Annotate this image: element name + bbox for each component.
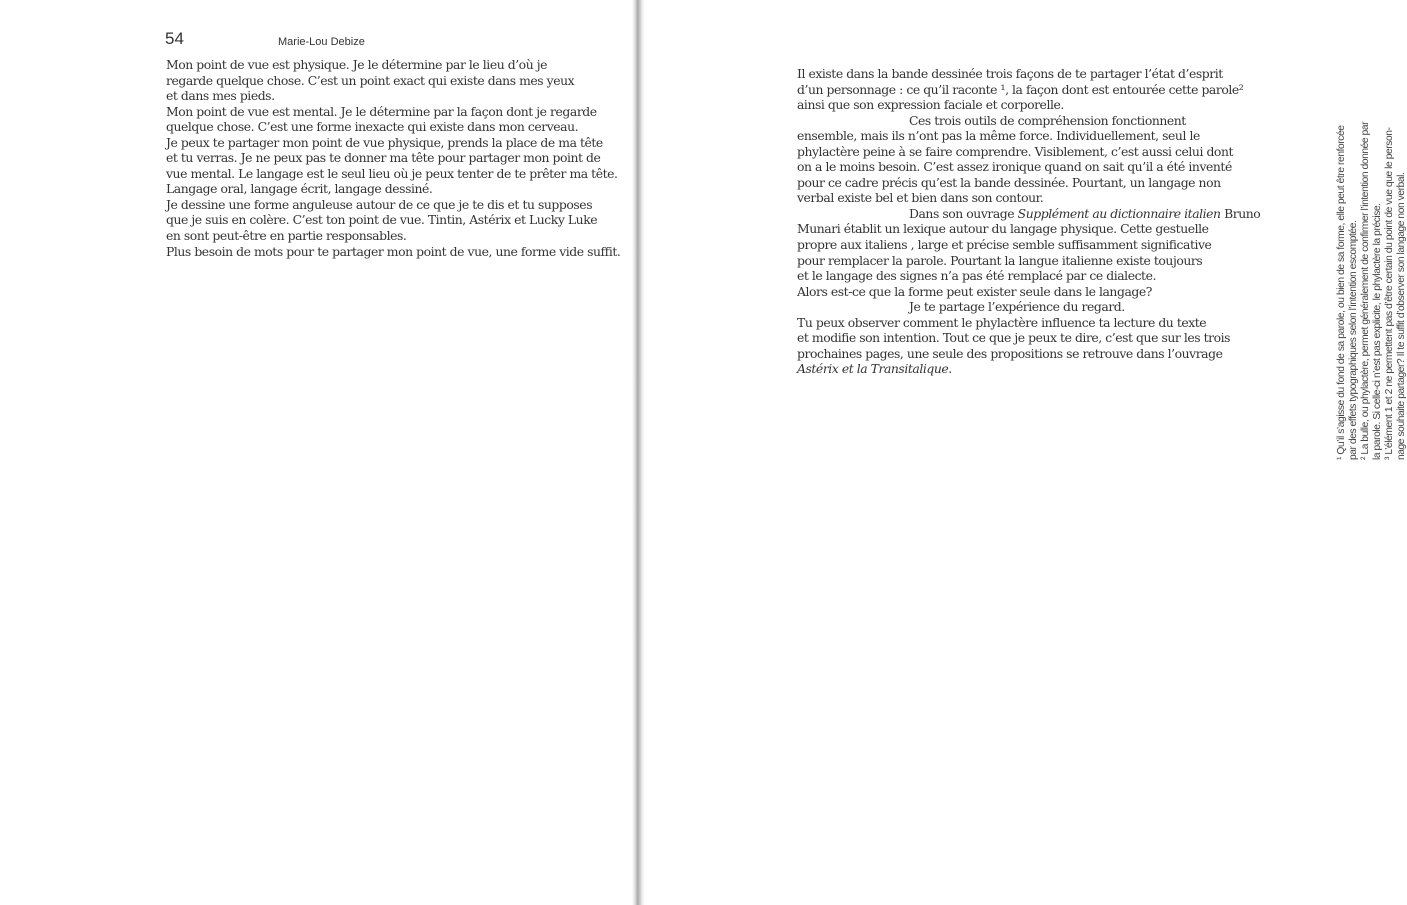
text-line: verbal existe bel et bien dans son contour. [797,190,1044,206]
left-page [0,0,632,905]
text-line-indented: Ces trois outils de compréhension fonctionnent [909,112,1186,128]
text-line: en sont peut-être en partie responsables. [166,228,407,244]
footnote-line: par des effets typographiques selon l’intention escomptée. [1347,220,1359,460]
text-line [797,361,1260,377]
text-line: d’un personnage : ce qu’il raconte ¹, la façon dont est entourée cette parole² [797,81,1244,97]
text-line: ainsi que son expression faciale et corporelle. [797,97,1064,113]
text-line: Munari établit un lexique autour du langage physique. Cette gestuelle [797,221,1209,237]
running-head-author: Marie-Lou Debize [278,36,365,48]
text-line: quelque chose. C’est une forme inexacte qui existe dans mon cerveau. [166,119,579,135]
text-line: Tu peux observer comment le phylactère influence ta lecture du texte [797,314,1207,330]
text-line: Alors est-ce que la forme peut exister seule dans le langage? [797,283,1152,299]
text-segment: Bruno [1224,205,1261,221]
footnote-line: ³ L’élément 1 et 2 ne permettent pas d’être certain du point de vue que le person- [1383,127,1395,460]
text-line: et dans mes pieds. [166,88,275,104]
footnote-line: la parole. Si celle-ci n’est pas explicite, le phylactère la précise. [1371,203,1383,460]
text-line: prochaines pages, une seule des propositions se retrouve dans l’ouvrage [797,345,1223,361]
text-segment: . [948,361,952,377]
text-line-indented [797,206,1260,222]
text-line: et tu verras. Je ne peux pas te donner ma tête pour partager mon point de [166,150,601,166]
text-line: Mon point de vue est mental. Je le détermine par la façon dont je regarde [166,103,597,119]
book-title-italic: Supplément au dictionnaire italien [1017,205,1221,221]
text-line: Plus besoin de mots pour te partager mon point de vue, une forme vide suffit. [166,243,621,259]
page-number: 54 [165,29,184,48]
footnote-line: ¹ Qu’il s’agisse du fond de sa parole, ou bien de sa forme, elle peut être renforcée [1336,125,1347,460]
text-line-indented: Je te partage l’expérience du regard. [909,299,1125,315]
text-line: que je suis en colère. C’est ton point de vue. Tintin, Astérix et Lucky Luke [166,212,598,228]
text-line: phylactère peine à se faire comprendre. Visiblement, c’est aussi celui dont [797,143,1234,159]
text-line: Je peux te partager mon point de vue physique, prends la place de ma tête [166,134,603,150]
text-line: regarde quelque chose. C’est un point exact qui existe dans mes yeux [166,72,575,88]
text-segment: Dans son ouvrage [909,205,1015,221]
text-line: Langage oral, langage écrit, langage dessiné. [166,181,433,197]
book-title-italic: Astérix et la Transitalique [797,361,949,377]
right-body-text [797,66,1260,377]
text-line: pour ce cadre précis qu’est la bande dessinée. Pourtant, un langage non [797,174,1221,190]
text-line: ensemble, mais ils n’ont pas la même force. Individuellement, seul le [797,128,1200,144]
text-line: on a le moins besoin. C’est assez ironique quand on sait qu’il a été inventé [797,159,1232,175]
footnote-line: ² La bulle, ou phylactère, permet généralement de confirmer l’intention donnée par [1359,121,1371,460]
rotated-footnotes [1336,60,1407,460]
footnote-line: nage souhaite partager? Il te suffit d’observer son langage non verbal. [1395,172,1407,460]
text-line: Mon point de vue est physique. Je le détermine par le lieu d’où je [166,57,547,72]
text-line: et modifie son intention. Tout ce que je peux te dire, c’est que sur les trois [797,330,1231,346]
text-line: et le langage des signes n’a pas été remplacé par ce dialecte. [797,268,1156,284]
text-line: vue mental. Le langage est le seul lieu où je peux tenter de te prêter ma tête. [166,165,618,181]
book-gutter-shadow [632,0,645,905]
text-line: propre aux italiens , large et précise semble suffisamment significative [797,237,1212,253]
left-body-text [166,57,620,259]
text-line: Je dessine une forme anguleuse autour de ce que je te dis et tu supposes [166,196,593,212]
text-line: pour remplacer la parole. Pourtant la langue italienne existe toujours [797,252,1203,268]
text-line: Il existe dans la bande dessinée trois façons de te partager l’état d’esprit [797,66,1223,81]
